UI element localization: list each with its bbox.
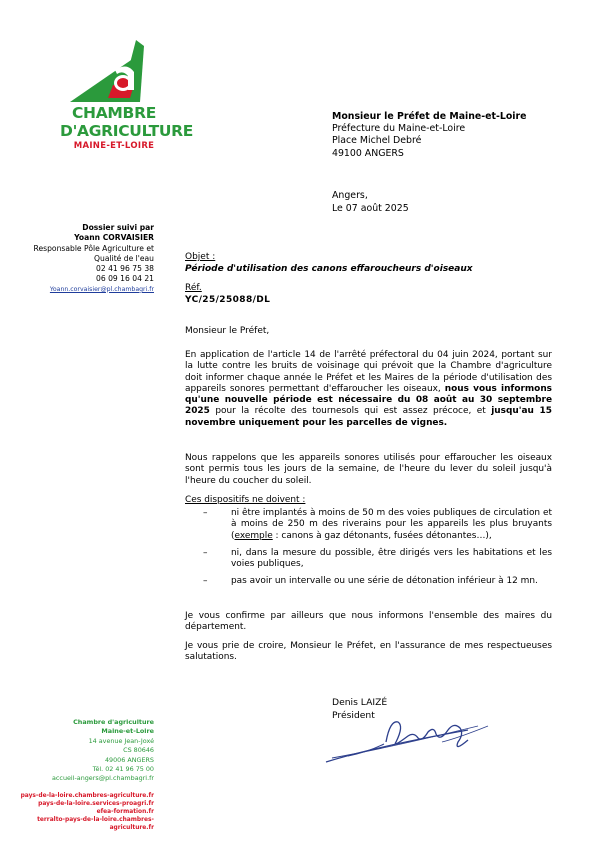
subject-label: Objet : — [185, 252, 216, 262]
conditions-list — [203, 508, 552, 594]
recipient-line: Monsieur le Préfet de Maine-et-Loire — [332, 111, 527, 122]
footer-phone: Tél. 02 41 96 75 00 — [92, 765, 154, 774]
recipient-address — [332, 111, 527, 160]
follow-title: Dossier suivi par — [82, 223, 154, 232]
follow-phone: 06 09 16 04 21 — [96, 274, 154, 284]
p1-text: pour la récolte des tournesols qui est assez précoce, et — [209, 406, 492, 417]
recipient-line: 49100 ANGERS — [332, 147, 404, 159]
list-item — [203, 548, 552, 571]
subject-block — [185, 252, 473, 275]
logo-line2: D'AGRICULTURE — [60, 122, 194, 140]
logo-line3: MAINE-ET-LOIRE — [73, 141, 155, 151]
footer-website-link[interactable]: efea-formation.fr — [96, 809, 154, 816]
subject-text: Période d'utilisation des canons effaroucheurs d'oiseaux — [185, 263, 473, 274]
dossier-followed-by — [4, 223, 154, 295]
footer-org: Maine-et-Loire — [101, 727, 154, 736]
footer-website-link[interactable]: terralto-pays-de-la-loire.chambres-agriculture.fr — [37, 817, 154, 832]
logo-line1: CHAMBRE — [71, 104, 156, 122]
reference-block — [185, 283, 270, 306]
p1-bold-vines: jusqu'au 15 novembre uniquement pour les parcelles de vignes. — [185, 406, 552, 428]
recipient-line: Place Michel Debré — [332, 135, 422, 147]
signatory-name: Denis LAIZÉ — [332, 697, 388, 708]
footer-email[interactable]: accueil-angers@pl.chambagri.fr — [52, 774, 154, 783]
item-text: ni être implantés à moins de 50 m des voies publiques de circulation et à moins de 250 m des riverains pour les appareils les plus bruyants ( — [231, 508, 552, 541]
footer-website-link[interactable]: pays-de-la-loire.chambres-agriculture.fr — [20, 792, 154, 799]
item-text: : canons à gaz détonants, fusées détonantes…), — [272, 530, 492, 541]
follow-role: Responsable Pôle Agriculture et — [33, 243, 154, 253]
devices-heading: Ces dispositifs ne doivent : — [185, 495, 306, 505]
place-date — [332, 189, 409, 215]
salutation: Monsieur le Préfet, — [185, 326, 270, 336]
body-paragraph-1 — [185, 350, 552, 429]
follow-role: Qualité de l'eau — [94, 253, 154, 263]
signatory-title: Président — [332, 709, 375, 721]
reference-code: YC/25/25088/DL — [185, 294, 271, 305]
handwritten-signature — [318, 709, 498, 768]
body-paragraph-4: Je vous confirme par ailleurs que nous informons l'ensemble des maires du département. — [185, 611, 552, 633]
chambre-agriculture-logo — [60, 40, 194, 160]
footer-address-line: 49006 ANGERS — [104, 755, 154, 764]
recipient-line: Préfecture du Maine-et-Loire — [332, 123, 466, 135]
footer-org: Chambre d'agriculture — [73, 718, 154, 726]
p1-bold-period: nous vous informons qu'une nouvelle période est nécessaire du 08 août au 30 septembre 2025 — [185, 383, 553, 417]
p1-text: En application de l'article 14 de l'arrêté préfectoral du 04 juin 2024, portant sur la lutte contre les bruits de voisinage qui prévoit que la Chambre d'agriculture doit informer chaque année le Préfet et les Maires de la période d'utilisation des appareils sonores permettant d'effaroucher les oiseaux, — [185, 350, 552, 394]
footer-website-link[interactable]: pays-de-la-loire.services-proagri.fr — [38, 800, 154, 807]
logo-emblem-icon — [60, 40, 170, 104]
footer-address-line: 14 avenue Jean-Joxé — [88, 736, 154, 745]
list-dash: – — [203, 508, 208, 518]
follow-email-link[interactable]: Yoann.corvaisier@pl.chambagri.fr — [49, 285, 154, 293]
closing-paragraph: Je vous prie de croire, Monsieur le Préfet, en l'assurance de mes respectueuses salutations. — [185, 641, 552, 663]
list-dash: – — [203, 576, 208, 587]
list-item — [203, 508, 552, 542]
footer-address — [4, 718, 154, 832]
place: Angers, — [332, 190, 368, 201]
reference-label: Réf. — [185, 283, 202, 293]
body-paragraph-2: Nous rappelons que les appareils sonores utilisés pour effaroucher les oiseaux sont permis tous les jours de la semaine, de l'heure du lever du soleil jusqu'à l'heure du coucher du soleil. — [185, 453, 552, 486]
list-item — [203, 576, 552, 587]
date: Le 07 août 2025 — [332, 203, 409, 214]
list-dash: – — [203, 547, 208, 558]
footer-address-line: CS 80646 — [123, 746, 154, 755]
item-example: exemple — [234, 530, 273, 541]
follow-phone: 02 41 96 75 38 — [96, 264, 154, 274]
item-text: pas avoir un intervalle ou une série de détonation inférieur à 12 mn. — [231, 576, 538, 587]
follow-name: Yoann CORVAISIER — [74, 233, 154, 243]
item-text: ni, dans la mesure du possible, être dirigés vers les habitations et les voies publiques, — [231, 547, 552, 570]
